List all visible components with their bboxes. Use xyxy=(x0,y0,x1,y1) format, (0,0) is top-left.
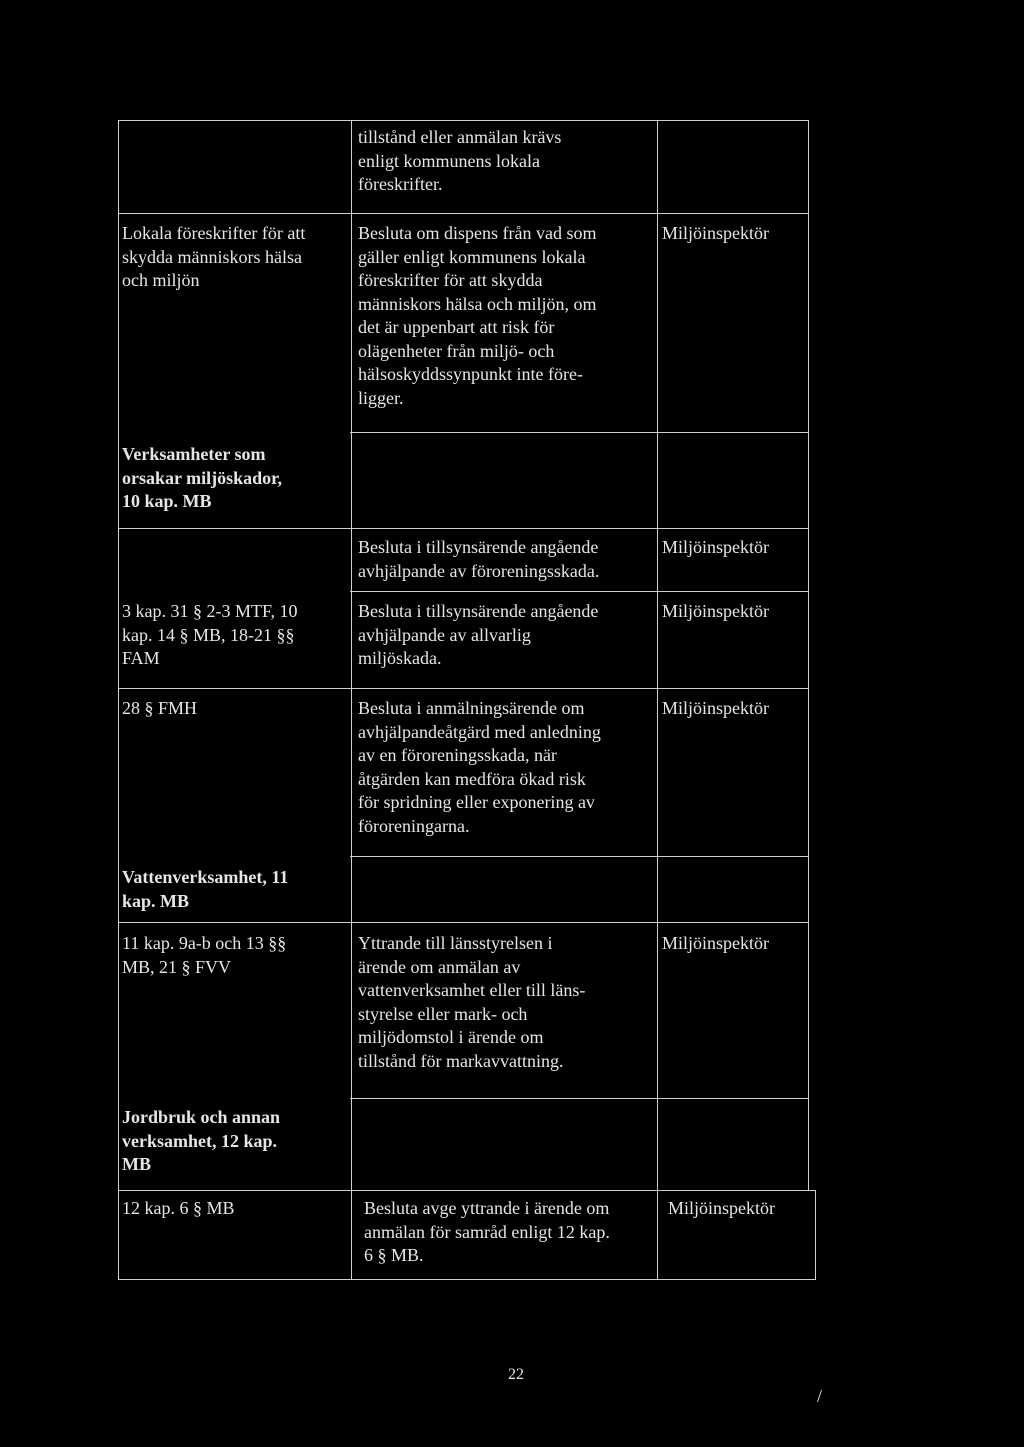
section-heading: Vattenverksamhet, 11 kap. MB xyxy=(122,867,289,911)
delegate-role: Miljöinspektör xyxy=(668,1198,775,1218)
legal-reference: 12 kap. 6 § MB xyxy=(122,1198,235,1218)
section-heading: Verksamheter som orsakar miljöskador, 10 kap. MB xyxy=(122,444,283,511)
page-number: 22 xyxy=(508,1366,524,1383)
page-mark: / xyxy=(817,1386,823,1406)
measure-description: tillstånd eller anmälan krävs enligt kommunens lokala föreskrifter. xyxy=(358,127,562,194)
legal-reference: Lokala föreskrifter för att skydda människors hälsa och miljön xyxy=(122,223,306,290)
legal-reference: 3 kap. 31 § 2-3 MTF, 10 kap. 14 § MB, 18-21 §§ FAM xyxy=(122,601,298,668)
delegate-role: Miljöinspektör xyxy=(662,698,769,718)
delegate-role: Miljöinspektör xyxy=(662,933,769,953)
measure-description: Besluta om dispens från vad som gäller enligt kommunens lokala föreskrifter för att skydda människors hälsa och miljön, om det är uppenbart att risk för olägenheter från miljö- och hälsoskyddssynpunkt inte före- ligger. xyxy=(358,223,597,408)
measure-description: Besluta i anmälningsärende om avhjälpandeåtgärd med anledning av en föroreningsskada, när åtgärden kan medföra ökad risk för spridning eller exponering av föroreningarna. xyxy=(358,698,601,836)
measure-description: Besluta i tillsynsärende angående avhjälpande av föroreningsskada. xyxy=(358,537,600,581)
legal-reference: 11 kap. 9a-b och 13 §§ MB, 21 § FVV xyxy=(122,933,287,977)
measure-description: Yttrande till länsstyrelsen i ärende om anmälan av vattenverksamhet eller till läns- styrelse eller mark- och miljödomstol i ärende om tillstånd för markavvattning. xyxy=(358,933,586,1071)
measure-description: Besluta i tillsynsärende angående avhjälpande av allvarlig miljöskada. xyxy=(358,601,599,668)
delegate-role: Miljöinspektör xyxy=(662,537,769,557)
measure-description: Besluta avge yttrande i ärende om anmälan för samråd enligt 12 kap. 6 § MB. xyxy=(364,1198,610,1265)
delegate-role: Miljöinspektör xyxy=(662,601,769,621)
section-heading: Jordbruk och annan verksamhet, 12 kap. MB xyxy=(122,1107,281,1174)
delegate-role: Miljöinspektör xyxy=(662,223,769,243)
legal-reference: 28 § FMH xyxy=(122,698,198,718)
